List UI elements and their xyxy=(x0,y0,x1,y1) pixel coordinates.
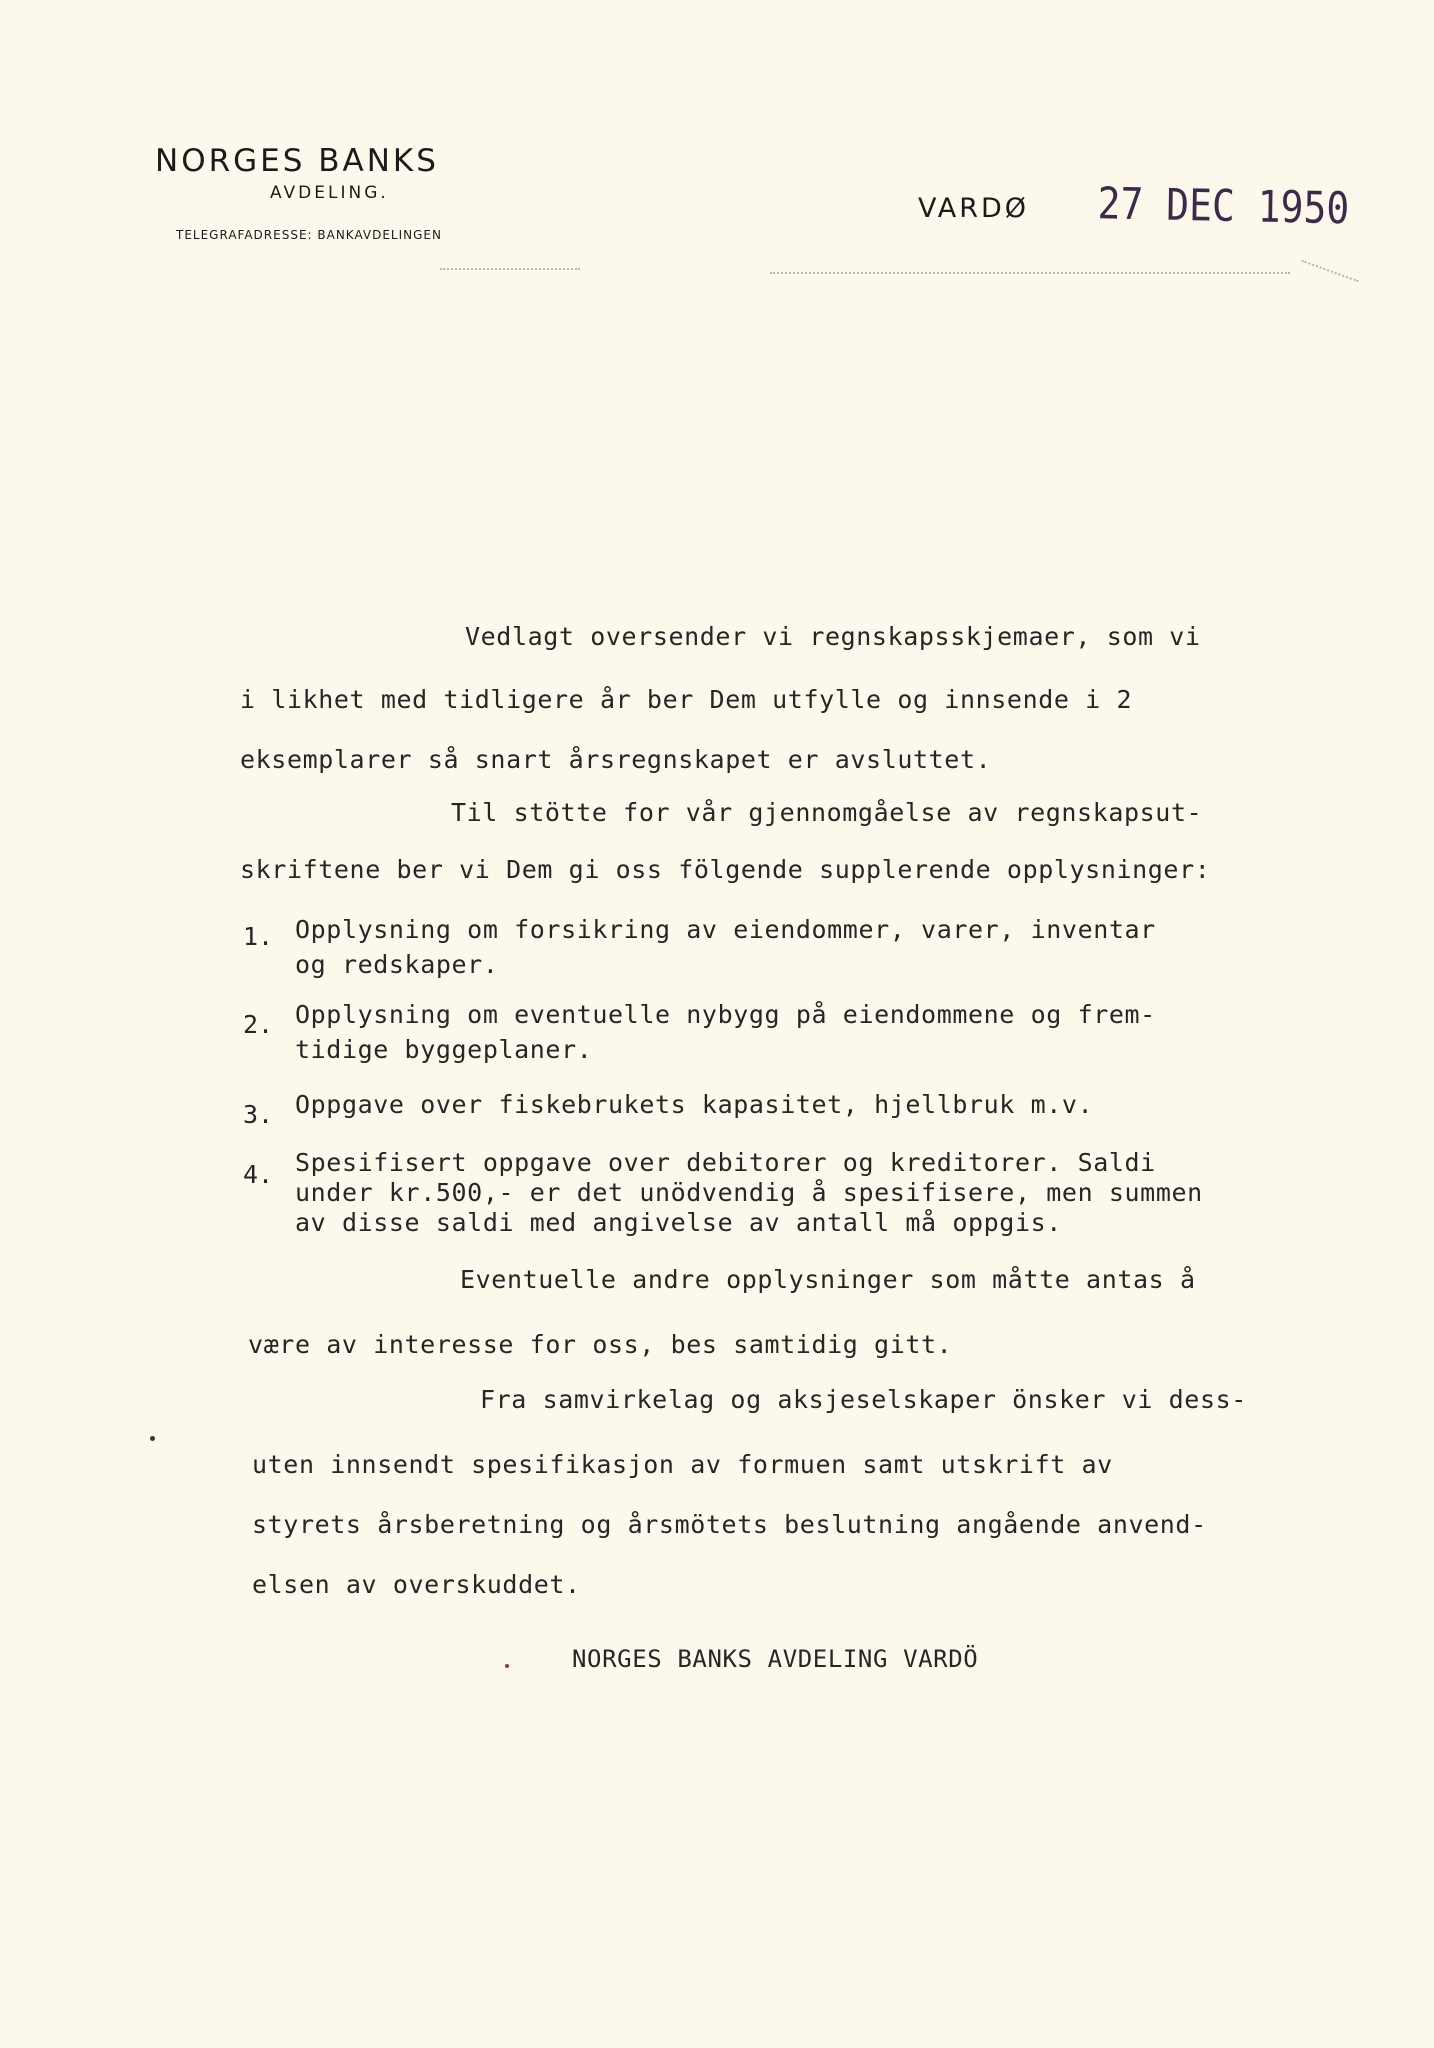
paragraph-1-line-2: i likhet med tidligere år ber Dem utfylle og innsende i 2 xyxy=(240,685,1133,714)
paragraph-4-line-2: uten innsendt spesifikasjon av formuen samt utskrift av xyxy=(252,1450,1113,1479)
list-item-4-line-3: av disse saldi med angivelse av antall må oppgis. xyxy=(295,1208,1062,1237)
signature: NORGES BANKS AVDELING VARDÖ xyxy=(572,1645,979,1673)
paragraph-2-line-1: Til stötte for vår gjennomgåelse av regnskapsut- xyxy=(451,798,1203,827)
paragraph-4-line-1: Fra samvirkelag og aksjeselskaper önsker vi dess- xyxy=(480,1385,1247,1414)
faint-rule xyxy=(770,272,1290,274)
letterhead-bank-name: NORGES BANKS xyxy=(155,143,439,179)
paragraph-2-line-2: skriftene ber vi Dem gi oss fölgende supplerende opplysninger: xyxy=(240,855,1211,884)
paragraph-3-line-1: Eventuelle andre opplysninger som måtte antas å xyxy=(460,1265,1196,1294)
paragraph-4-line-4: elsen av overskuddet. xyxy=(252,1570,581,1599)
paragraph-4-line-3: styrets årsberetning og årsmötets beslutning angående anvend- xyxy=(252,1510,1207,1539)
list-item-4-line-1: Spesifisert oppgave over debitorer og kreditorer. Saldi xyxy=(295,1148,1156,1177)
letterhead-place: VARDØ xyxy=(918,193,1030,224)
paragraph-3-line-2: være av interesse for oss, bes samtidig gitt. xyxy=(248,1330,953,1359)
letterhead-telegraph: TELEGRAFADRESSE: BANKAVDELINGEN xyxy=(176,228,442,242)
list-item-2-line-2: tidige byggeplaner. xyxy=(295,1035,593,1064)
list-item-2-line-1: Opplysning om eventuelle nybygg på eiendommene og frem- xyxy=(295,1000,1156,1029)
letterhead-department: AVDELING. xyxy=(270,183,389,203)
stray-mark xyxy=(505,1664,509,1668)
list-item-1-number: 1. xyxy=(243,922,274,951)
faint-rule xyxy=(440,268,580,270)
faint-rule xyxy=(1301,260,1358,282)
list-item-1-line-2: og redskaper. xyxy=(295,950,499,979)
date-stamp: 27 DEC 1950 xyxy=(1097,178,1350,234)
list-item-1-line-1: Opplysning om forsikring av eiendommer, varer, inventar xyxy=(295,915,1156,944)
list-item-4-number: 4. xyxy=(243,1160,274,1189)
paragraph-1-line-1: Vedlagt oversender vi regnskapsskjemaer, som vi xyxy=(465,622,1201,651)
list-item-4-line-2: under kr.500,- er det unödvendig å spesifisere, men summen xyxy=(295,1178,1203,1207)
list-item-2-number: 2. xyxy=(243,1010,274,1039)
list-item-3-line-1: Oppgave over fiskebrukets kapasitet, hjellbruk m.v. xyxy=(295,1090,1094,1119)
stray-mark xyxy=(150,1436,155,1441)
list-item-3-number: 3. xyxy=(243,1100,274,1129)
paragraph-1-line-3: eksemplarer så snart årsregnskapet er avsluttet. xyxy=(240,745,992,774)
